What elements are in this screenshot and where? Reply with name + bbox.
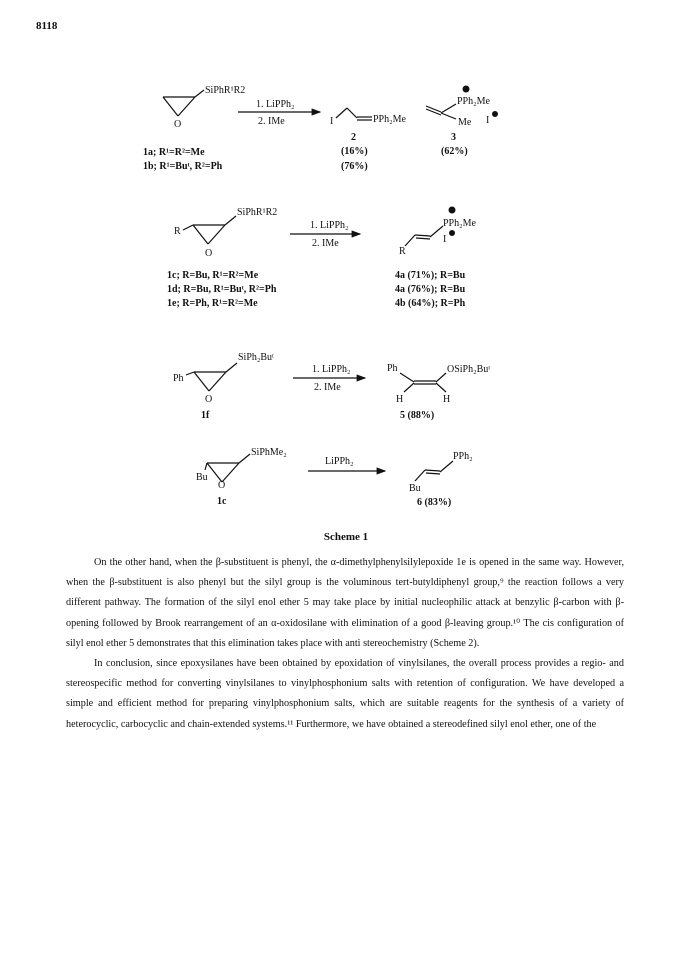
- paragraph-2: In conclusion, since epoxysilanes have been obtained by epoxidation of vinylsilanes, the overall process provides a regio- and stereospecific method for converting vinylsilanes to vinylphosphonium salts with retention of configuration. We have developed a simple and efficient method for preparing vinylphosphonium salts, which are suitable reagents for the synthesis of a variety of heterocyclic, carbocyclic and chain-extended systems.¹¹ Furthermore, we have obtained a stereodefined silyl enol ether, one of the: [66, 658, 624, 730]
- page-number: 8118: [36, 20, 58, 32]
- compound-1c-row4: 1c: [217, 496, 227, 507]
- row4-butyl: Bu: [196, 472, 208, 483]
- product2-iodo: I: [330, 116, 334, 127]
- row4-reactant-epoxide: [205, 454, 250, 482]
- row3-silyl-substituent: SiPh₂Buᵗ: [238, 352, 274, 363]
- product-5: 5 (88%): [400, 410, 435, 421]
- product2-yield-a: (16%): [341, 146, 368, 157]
- compound-1c: 1c; R=Bu, R¹=R²=Me: [167, 270, 259, 281]
- row1-step2: 2. IMe: [258, 116, 285, 127]
- row1-step1: 1. LiPPh₂: [256, 99, 295, 110]
- product3-skeleton: [426, 104, 456, 119]
- product2-phosphine: PPh₂Me: [373, 114, 406, 125]
- product2-yield-b: (76%): [341, 161, 368, 172]
- product3-yield: (62%): [441, 146, 468, 157]
- row2-product-iodide: I: [443, 234, 447, 245]
- row2-silyl-substituent: SiPhR¹R2: [237, 207, 278, 218]
- row4-product-butyl: Bu: [409, 483, 421, 494]
- row2-phosphonium-charge: [449, 207, 456, 214]
- row2-step1: 1. LiPPh₂: [310, 220, 349, 231]
- row2-r-group: R: [174, 226, 181, 237]
- compound-1f: 1f: [201, 410, 210, 421]
- row2-product-phosphine: PPh₂Me: [443, 218, 476, 229]
- row4-product-phosphine: PPh₂: [453, 451, 473, 462]
- row1-oxygen: O: [174, 119, 182, 130]
- row3-product-silyl-ether: OSiPh₂Buᵗ: [447, 364, 491, 375]
- compound-1b: 1b; R¹=Buᵗ, R²=Ph: [143, 161, 223, 172]
- row3-product-skeleton: [400, 373, 446, 392]
- row1-silyl-substituent: SiPhR¹R2: [205, 85, 246, 96]
- product2-number: 2: [351, 132, 356, 143]
- row3-reactant-epoxide: [186, 363, 237, 391]
- row2-product-r: R: [399, 246, 406, 257]
- scheme-caption: Scheme 1: [323, 531, 369, 543]
- row4-product-skeleton: [415, 461, 453, 481]
- row3-step1: 1. LiPPh₂: [312, 364, 351, 375]
- row2-iodide-charge: [449, 230, 455, 236]
- product-6: 6 (83%): [417, 497, 452, 508]
- row4-reagent: LiPPh₂: [325, 456, 354, 467]
- row3-oxygen: O: [205, 394, 213, 405]
- row2-step2: 2. IMe: [312, 238, 339, 249]
- row4-silyl-substituent: SiPhMe₂: [251, 447, 287, 458]
- compound-1e: 1e; R=Ph, R¹=R²=Me: [167, 298, 258, 309]
- row2-reactant-epoxide: [183, 216, 236, 244]
- product-4a-1: 4a (71%); R=Bu: [395, 270, 466, 281]
- row1-reactant-epoxide: [163, 90, 204, 116]
- row3-product-h1: H: [396, 394, 404, 405]
- phosphonium-charge: [463, 86, 470, 93]
- body-text: [66, 553, 624, 735]
- product-4b: 4b (64%); R=Ph: [395, 298, 466, 309]
- paragraph-1: On the other hand, when the β-substituent is phenyl, the α-dimethylphenylsilylepoxide 1e is opened in the same way. However, when the β-substituent is also phenyl but the silyl group is the voluminous tert-butyldiphenyl group,⁹ the reaction follows a very different pathway. The formation of the silyl enol ether 5 may take place by initial nucleophilic attack at benzylic β-carbon with β-opening followed by Brook rearrangement of an α-oxidosilane with elimination of a good β-leaving group.¹⁰ The cis configuration of silyl enol ether 5 demonstrates that this elimination takes place with anti stereochemistry (Scheme 2).: [66, 557, 624, 649]
- compound-1a: 1a; R¹=R²=Me: [143, 147, 205, 158]
- product3-iodide: I: [486, 115, 490, 126]
- row2-oxygen: O: [205, 248, 213, 259]
- product3-number: 3: [451, 132, 456, 143]
- product3-phosphine: PPh₂Me: [457, 96, 490, 107]
- compound-1d: 1d; R=Bu, R¹=Buᵗ, R²=Ph: [167, 284, 277, 295]
- row3-step2: 2. IMe: [314, 382, 341, 393]
- product2-skeleton: [336, 108, 372, 120]
- product3-methyl: Me: [458, 117, 472, 128]
- product-4a-2: 4a (76%); R=Bu: [395, 284, 466, 295]
- row3-product-phenyl: Ph: [387, 363, 398, 374]
- row3-phenyl: Ph: [173, 373, 184, 384]
- iodide-charge: [492, 111, 498, 117]
- row2-product-skeleton: [405, 226, 443, 246]
- row4-oxygen: O: [218, 480, 226, 491]
- row3-product-h2: H: [443, 394, 451, 405]
